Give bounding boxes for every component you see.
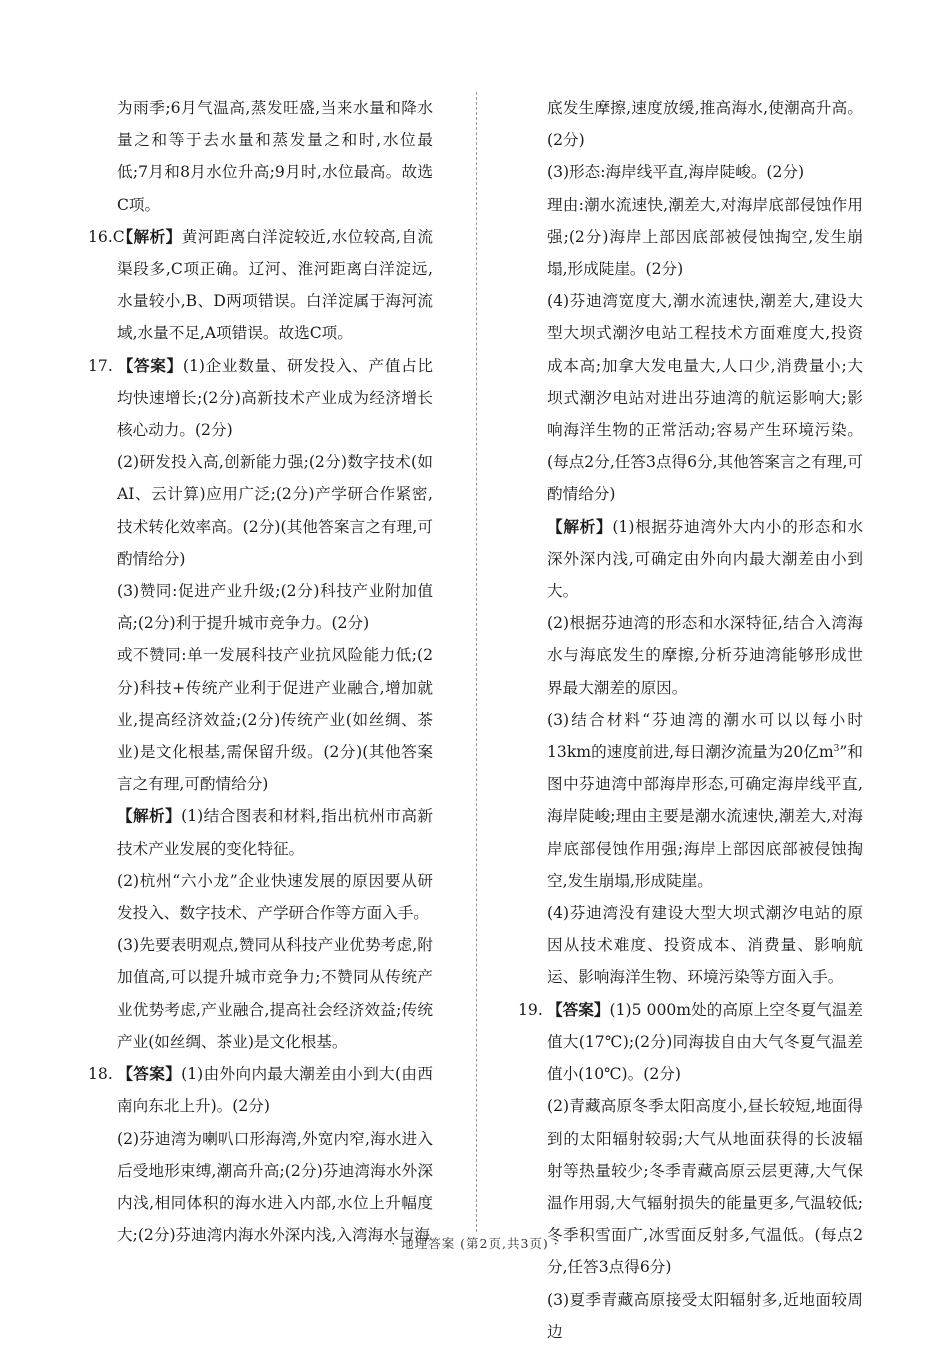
- question-paragraph: [88, 1058, 433, 1122]
- answer-paragraph: [518, 704, 863, 897]
- section-tag: 【解析】: [117, 226, 182, 246]
- section-tag: 【答案】: [547, 999, 610, 1019]
- right-column: [518, 92, 863, 1348]
- paragraph-text: (3)结合材料“芬迪湾的潮水可以以每小时13km的速度前进,每日潮汐流量为20亿m: [547, 710, 863, 762]
- answer-paragraph: (4)芬迪湾没有建设大型大坝式潮汐电站的原因从技术难度、投资成本、消费量、影响航运、影响海洋生物、环境污染等方面入手。: [547, 904, 863, 987]
- question-paragraph: [88, 350, 433, 447]
- answer-paragraph: (2)根据芬迪湾的形态和水深特征,结合入湾海水与海底发生的摩擦,分析芬迪湾能够形成世界最大潮差的原因。: [547, 614, 863, 697]
- answer-paragraph: (3)形态:海岸线平直,海岸陡峻。(2分): [547, 163, 805, 182]
- paragraph-text: (1)企业数量、研发投入、产值占比均快速增长;(2分)高新技术产业成为经济增长核心动力。(2分): [117, 356, 433, 440]
- analysis-paragraph: [518, 511, 863, 608]
- paragraph-text: (1)5 000m处的高原上空冬夏气温差值大(17℃);(2分)同海拔自由大气冬夏气温差值小(10℃)。(2分): [547, 1000, 863, 1084]
- question-paragraph: [518, 994, 863, 1091]
- question-number: 18.: [88, 1065, 113, 1084]
- paragraph-text: ”和图中芬迪湾中部海岸形态,可确定海岸线平直,海岸陡峻;理由主要是潮水流速快,潮差大,对海岸底部侵蚀作用强;海岸上部因底部被侵蚀掏空,发生崩塌,形成陡崖。: [547, 743, 863, 890]
- paragraph-text: (1)由外向内最大潮差由小到大(由西南向东北上升)。(2分): [117, 1065, 433, 1116]
- answer-paragraph: 底发生摩擦,速度放缓,推高海水,使潮高升高。(2分): [547, 99, 863, 150]
- answer-paragraph: (3)先要表明观点,赞同从科技产业优势考虑,附加值高,可以提升城市竞争力;不赞同从传统产业优势考虑,产业融合,提高社会经济效益;传统产业(如丝绸、茶业)是文化根基。: [117, 936, 433, 1051]
- answer-paragraph: (2)芬迪湾为喇叭口形海湾,外宽内窄,海水进入后受地形束缚,潮高升高;(2分)芬迪湾海水外深内浅,相同体积的海水进入内部,水位上升幅度大;(2分)芬迪湾内海水外深内浅,入湾海水与海: [117, 1129, 433, 1245]
- paragraph-text: (1)根据芬迪湾外大内小的形态和水深外深内浅,可确定由外向内最大潮差由小到大。: [547, 517, 863, 601]
- section-tag: 【答案】: [117, 1064, 182, 1084]
- question-number: 19.: [518, 1000, 543, 1019]
- paragraph-text: 黄河距离白洋淀较近,水位较高,自流渠段多,C项正确。辽河、淮河距离白洋淀远,水量较小,B、D两项错误。白洋淀属于海河流域,水量不足,A项错误。故选C项。: [117, 227, 433, 343]
- left-column: [88, 92, 433, 1251]
- answer-paragraph: 理由:潮水流速快,潮差大,对海岸底部侵蚀作用强;(2分)海岸上部因底部被侵蚀掏空,发生崩塌,形成陡崖。(2分): [547, 195, 863, 279]
- paragraph-text: (1)结合图表和材料,指出杭州市高新技术产业发展的变化特征。: [117, 807, 433, 858]
- question-paragraph: [88, 221, 433, 350]
- answer-paragraph: (2)研发投入高,创新能力强;(2分)数字技术(如AI、云计算)应用广泛;(2分)产学研合作紧密,技术转化效率高。(2分)(其他答案言之有理,可酌情给分): [117, 453, 433, 568]
- superscript: 3: [833, 743, 840, 754]
- section-tag: 【答案】: [117, 355, 183, 375]
- answer-paragraph: (2)杭州“六小龙”企业快速发展的原因要从研发投入、数字技术、产学研合作等方面入手。: [117, 871, 433, 923]
- answer-paragraph: 或不赞同:单一发展科技产业抗风险能力低;(2分)科技+传统产业利于促进产业融合,增加就业,提高经济效益;(2分)传统产业(如丝绸、茶业)是文化根基,需保留升级。(2分)(其他答案言之有理,可酌情给分): [117, 646, 433, 794]
- question-number: 16.C: [88, 227, 125, 246]
- column-divider: [476, 92, 477, 1232]
- answer-paragraph: (3)赞同:促进产业升级;(2分)科技产业附加值高;(2分)利于提升城市竞争力。(2分): [117, 582, 433, 633]
- question-number: 17.: [88, 356, 113, 375]
- section-tag: 【解析】: [117, 806, 182, 826]
- analysis-paragraph: [88, 800, 433, 864]
- answer-paragraph: (4)芬迪湾宽度大,潮水流速快,潮差大,建设大型大坝式潮汐电站工程技术方面难度大,投资成本高;加拿大发电量大,人口少,消费量小;大坝式潮汐电站对进出芬迪湾的航运影响大;影响海洋生物的正常活动;容易产生环境污染。(每点2分,任答3点得6分,其他答案言之有理,可酌情给分): [547, 292, 863, 504]
- answer-paragraph: 为雨季;6月气温高,蒸发旺盛,当来水量和降水量之和等于去水量和蒸发量之和时,水位最低;7月和8月水位升高;9月时,水位最高。故选C项。: [117, 99, 433, 214]
- section-tag: 【解析】: [547, 516, 613, 536]
- page-footer: · 地理答案 (第2页,共3页) ·: [391, 1236, 559, 1251]
- answer-paragraph: (3)夏季青藏高原接受太阳辐射多,近地面较周边: [547, 1290, 863, 1341]
- answer-paragraph: (2)青藏高原冬季太阳高度小,昼长较短,地面得到的太阳辐射较弱;大气从地面获得的长波辐射等热量较少;冬季青藏高原云层更薄,大气保温作用弱,大气辐射损失的能量更多,气温较低;冬季积雪面广,冰雪面反射多,气温低。(每点2分,任答3点得6分): [547, 1097, 863, 1277]
